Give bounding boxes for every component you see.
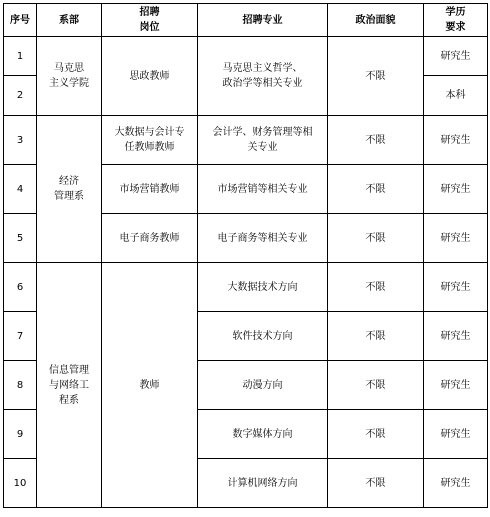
header-edu [424,4,488,37]
header-edu-line1: 学历 [445,7,466,18]
seq-cell: 4 [4,165,37,214]
header-major: 招聘专业 [198,4,328,37]
seq-cell: 5 [4,214,37,263]
politics-cell: 不限 [328,361,424,410]
major-cell: 市场营销等相关专业 [198,165,328,214]
edu-cell: 研究生 [424,459,488,508]
politics-cell: 不限 [328,459,424,508]
header-edu-line2: 要求 [445,22,466,33]
major-cell: 动漫方向 [198,361,328,410]
header-seq: 序号 [4,4,37,37]
major-cell: 软件技术方向 [198,312,328,361]
post-line: 任教师教师 [124,142,175,153]
edu-cell: 研究生 [424,37,488,76]
major-line: 会计学、财务管理等相 [212,127,313,138]
politics-cell: 不限 [328,214,424,263]
major-line: 政治学等相关专业 [222,78,303,89]
edu-cell: 研究生 [424,410,488,459]
table-row [4,37,488,76]
major-line: 马克思主义哲学、 [222,63,303,74]
dept-line: 管理系 [54,191,84,202]
major-cell: 计算机网络方向 [198,459,328,508]
politics-cell: 不限 [328,165,424,214]
seq-cell: 7 [4,312,37,361]
post-cell: 电子商务教师 [102,214,198,263]
dept-line: 与网络工 [49,379,89,391]
seq-cell: 10 [4,459,37,508]
politics-cell: 不限 [328,410,424,459]
edu-cell: 研究生 [424,312,488,361]
dept-line: 马克思 [54,63,84,74]
seq-cell: 3 [4,116,37,165]
header-row [4,4,488,37]
header-dept: 系部 [37,4,102,37]
seq-cell: 9 [4,410,37,459]
politics-cell: 不限 [328,37,424,116]
edu-cell: 研究生 [424,116,488,165]
post-cell: 思政教师 [102,37,198,116]
seq-cell: 8 [4,361,37,410]
edu-cell: 研究生 [424,214,488,263]
major-cell: 大数据技术方向 [198,263,328,312]
major-cell: 电子商务等相关专业 [198,214,328,263]
dept-line: 程系 [59,394,79,406]
dept-cell-info-network [37,263,102,508]
table-row [4,116,488,165]
edu-cell: 本科 [424,76,488,116]
seq-cell: 1 [4,37,37,76]
politics-cell: 不限 [328,312,424,361]
header-post-line2: 岗位 [139,22,160,33]
post-cell [102,116,198,165]
dept-cell-economics [37,116,102,263]
table-row [4,263,488,312]
politics-cell: 不限 [328,263,424,312]
header-post-line1: 招聘 [139,7,160,18]
major-line: 关专业 [247,142,278,153]
post-cell: 市场营销教师 [102,165,198,214]
seq-cell: 6 [4,263,37,312]
dept-line: 信息管理 [49,364,89,376]
edu-cell: 研究生 [424,361,488,410]
major-cell [198,116,328,165]
header-post [102,4,198,37]
dept-line: 主义学院 [49,78,89,89]
major-cell [198,37,328,116]
edu-cell: 研究生 [424,165,488,214]
recruitment-table [3,3,488,508]
dept-line: 经济 [59,176,79,187]
edu-cell: 研究生 [424,263,488,312]
post-cell: 教师 [102,263,198,508]
major-cell: 数字媒体方向 [198,410,328,459]
header-politics: 政治面貌 [328,4,424,37]
politics-cell: 不限 [328,116,424,165]
post-line: 大数据与会计专 [114,127,185,138]
seq-cell: 2 [4,76,37,116]
dept-cell-marxism [37,37,102,116]
